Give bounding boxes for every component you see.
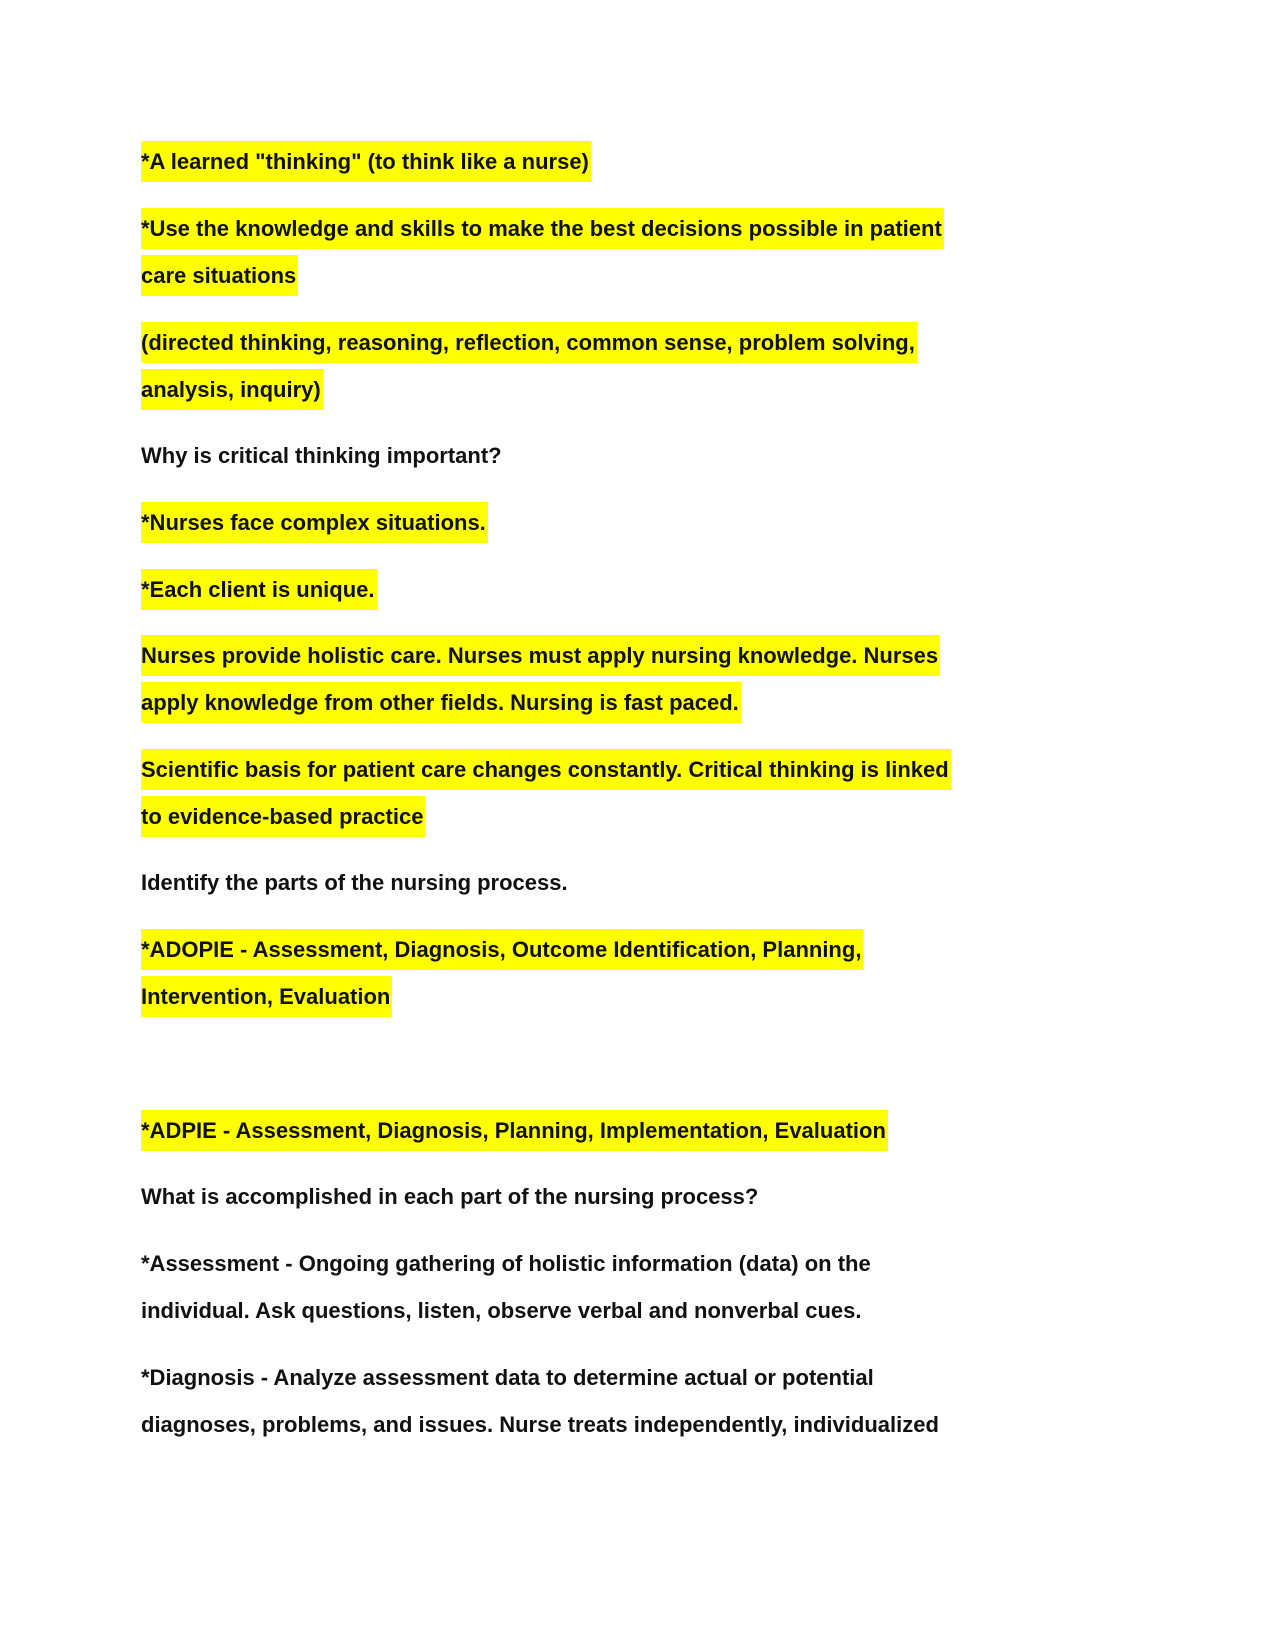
text-line (141, 973, 863, 1020)
paragraph (141, 859, 568, 906)
text-line (141, 366, 917, 413)
text-line (141, 679, 940, 726)
highlighted-paragraph (141, 746, 951, 840)
text-line (141, 1240, 871, 1287)
highlighted-text: *Use the knowledge and skills to make the best decisions possible in patient (141, 208, 944, 249)
text-line (141, 319, 917, 366)
highlighted-paragraph (141, 205, 944, 299)
highlighted-text: *Each client is unique. (141, 569, 377, 610)
highlighted-paragraph (141, 926, 863, 1020)
text-line (141, 632, 940, 679)
highlighted-paragraph (141, 319, 917, 413)
text: Why is critical thinking important? (141, 443, 502, 468)
highlighted-text: *ADPIE - Assessment, Diagnosis, Planning, Implementation, Evaluation (141, 1110, 888, 1151)
text-line (141, 1287, 871, 1334)
highlighted-paragraph (141, 632, 940, 726)
text-line (141, 926, 863, 973)
text-line (141, 859, 568, 906)
text-line (141, 1354, 939, 1401)
text-line (141, 793, 951, 840)
paragraph (141, 432, 502, 479)
text: *Assessment - Ongoing gathering of holistic information (data) on the (141, 1251, 871, 1276)
highlighted-text: care situations (141, 255, 298, 296)
highlighted-paragraph (141, 1107, 888, 1154)
text-line (141, 1107, 888, 1154)
text-line (141, 138, 591, 185)
text-line (141, 499, 488, 546)
text-line (141, 746, 951, 793)
text-line (141, 566, 377, 613)
text-line (141, 205, 944, 252)
text-line (141, 1401, 939, 1448)
highlighted-paragraph (141, 499, 488, 546)
text: individual. Ask questions, listen, observe verbal and nonverbal cues. (141, 1298, 862, 1323)
highlighted-text: *A learned "thinking" (to think like a nurse) (141, 141, 591, 182)
highlighted-text: to evidence-based practice (141, 796, 425, 837)
paragraph (141, 1173, 758, 1220)
paragraph (141, 1354, 939, 1448)
text: *Diagnosis - Analyze assessment data to determine actual or potential (141, 1365, 874, 1390)
text-line (141, 1173, 758, 1220)
text: What is accomplished in each part of the nursing process? (141, 1184, 759, 1209)
highlighted-paragraph (141, 138, 591, 185)
text-line (141, 432, 502, 479)
highlighted-text: apply knowledge from other fields. Nursing is fast paced. (141, 682, 741, 723)
text: Identify the parts of the nursing process. (141, 870, 568, 895)
text-line (141, 252, 944, 299)
highlighted-text: Nurses provide holistic care. Nurses must apply nursing knowledge. Nurses (141, 635, 940, 676)
highlighted-paragraph (141, 566, 377, 613)
highlighted-text: Scientific basis for patient care changes constantly. Critical thinking is linked (141, 749, 951, 790)
highlighted-text: analysis, inquiry) (141, 369, 323, 410)
text: diagnoses, problems, and issues. Nurse treats independently, individualized (141, 1412, 939, 1437)
highlighted-text: Intervention, Evaluation (141, 976, 392, 1017)
highlighted-text: *Nurses face complex situations. (141, 502, 488, 543)
paragraph (141, 1240, 871, 1334)
highlighted-text: *ADOPIE - Assessment, Diagnosis, Outcome Identification, Planning, (141, 929, 863, 970)
highlighted-text: (directed thinking, reasoning, reflection, common sense, problem solving, (141, 322, 917, 363)
